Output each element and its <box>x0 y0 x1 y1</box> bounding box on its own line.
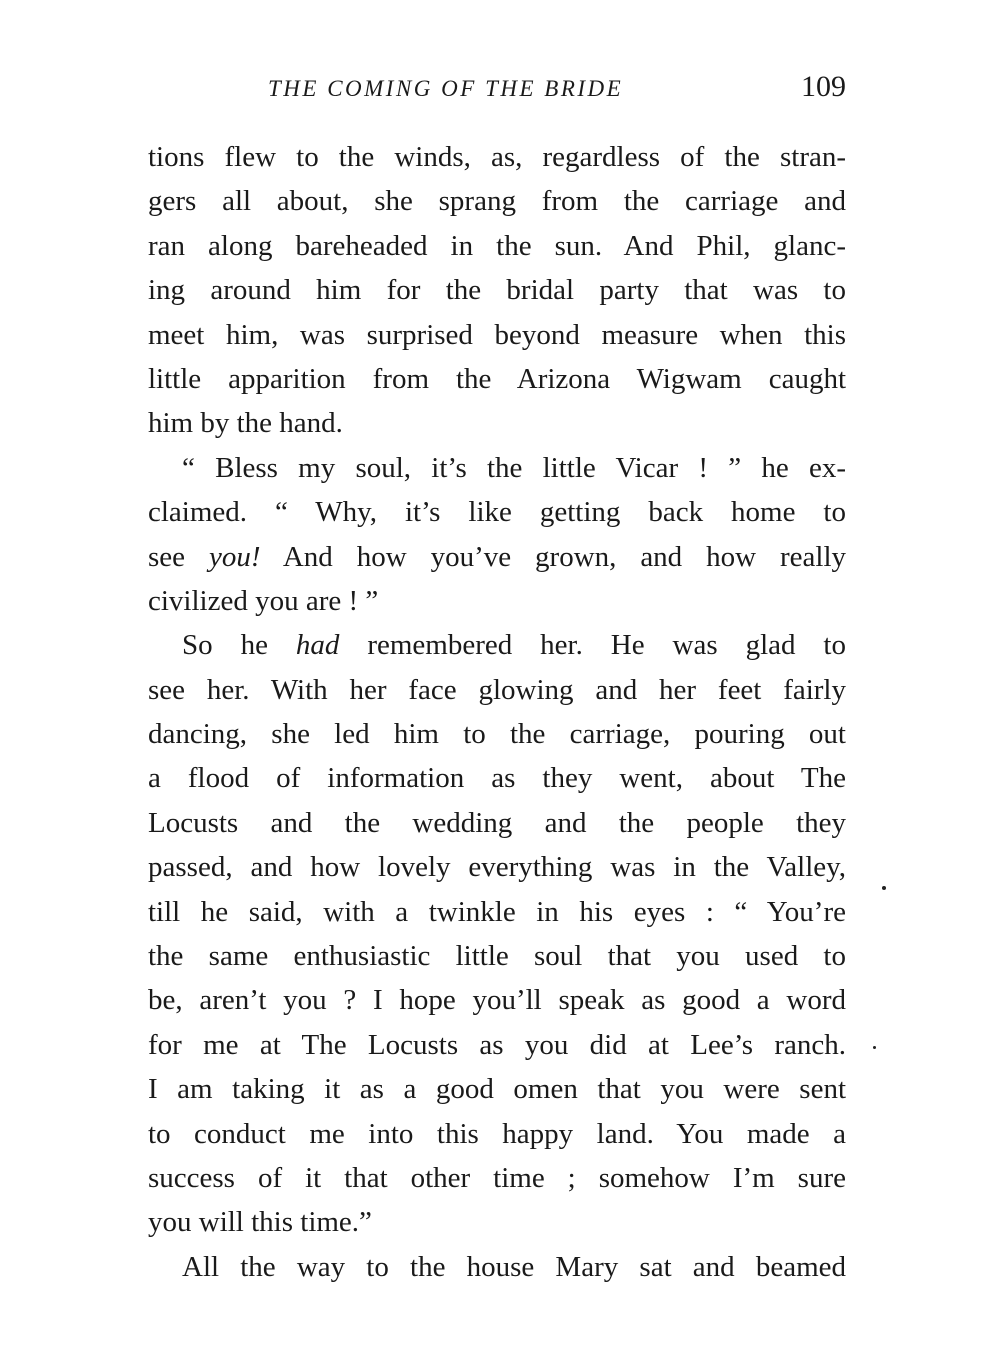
text-line: Locusts and the wedding and the people they <box>148 806 846 839</box>
running-title: THE COMING OF THE BRIDE <box>268 76 624 101</box>
text-segment: remembered her. He was glad to <box>339 629 846 662</box>
text-line: him by the hand. <box>148 407 343 440</box>
text-line: to conduct me into this happy land. You made a <box>148 1117 846 1150</box>
text-line: see her. With her face glowing and her feet fairly <box>148 673 846 706</box>
text-line: be, aren’t you ? I hope you’ll speak as good a word <box>148 984 846 1017</box>
text-line: little apparition from the Arizona Wigwam caught <box>148 362 846 395</box>
text-line: dancing, she led him to the carriage, pouring out <box>148 718 846 751</box>
paragraph <box>148 446 846 624</box>
text-line <box>148 535 846 579</box>
text-line: tions flew to the winds, as, regardless of the stran- <box>148 141 846 173</box>
text-line: for me at The Locusts as you did at Lee’s ranch. <box>148 1028 846 1061</box>
body-text <box>148 135 846 1289</box>
text-line: the same enthusiastic little soul that you used to <box>148 940 846 973</box>
running-head <box>148 70 846 110</box>
text-line: claimed. “ Why, it’s like getting back home to <box>148 496 846 529</box>
text-segment: see <box>148 540 209 573</box>
emphasis: had <box>295 629 340 662</box>
paragraph <box>148 623 846 1244</box>
text-line: ing around him for the bridal party that was to <box>148 274 846 307</box>
paragraph <box>148 135 846 446</box>
text-segment: So he <box>182 629 296 662</box>
text-line: I am taking it as a good omen that you were sent <box>148 1073 846 1106</box>
text-line: success of it that other time ; somehow I’m sure <box>148 1161 846 1194</box>
text-line: meet him, was surprised beyond measure when this <box>148 318 846 351</box>
text-line: gers all about, she sprang from the carriage and <box>148 185 846 218</box>
text-line: “ Bless my soul, it’s the little Vicar ! ” he ex- <box>182 451 846 484</box>
emphasis: you! <box>208 540 261 573</box>
print-speck <box>882 886 886 890</box>
text-line: you will this time.” <box>148 1206 372 1239</box>
text-line: till he said, with a twinkle in his eyes : “ You’re <box>148 895 846 928</box>
text-line <box>148 623 846 667</box>
page-number: 109 <box>801 70 846 103</box>
text-line: civilized you are ! ” <box>148 584 379 617</box>
text-line: ran along bareheaded in the sun. And Phil, glanc- <box>148 229 846 262</box>
text-line: passed, and how lovely everything was in the Valley, <box>148 851 846 884</box>
paragraph <box>148 1245 846 1289</box>
text-line: All the way to the house Mary sat and beamed <box>182 1250 846 1283</box>
text-line: a flood of information as they went, about The <box>148 762 846 795</box>
text-segment: And how you’ve grown, and how really <box>260 540 847 573</box>
print-speck <box>873 1046 876 1049</box>
